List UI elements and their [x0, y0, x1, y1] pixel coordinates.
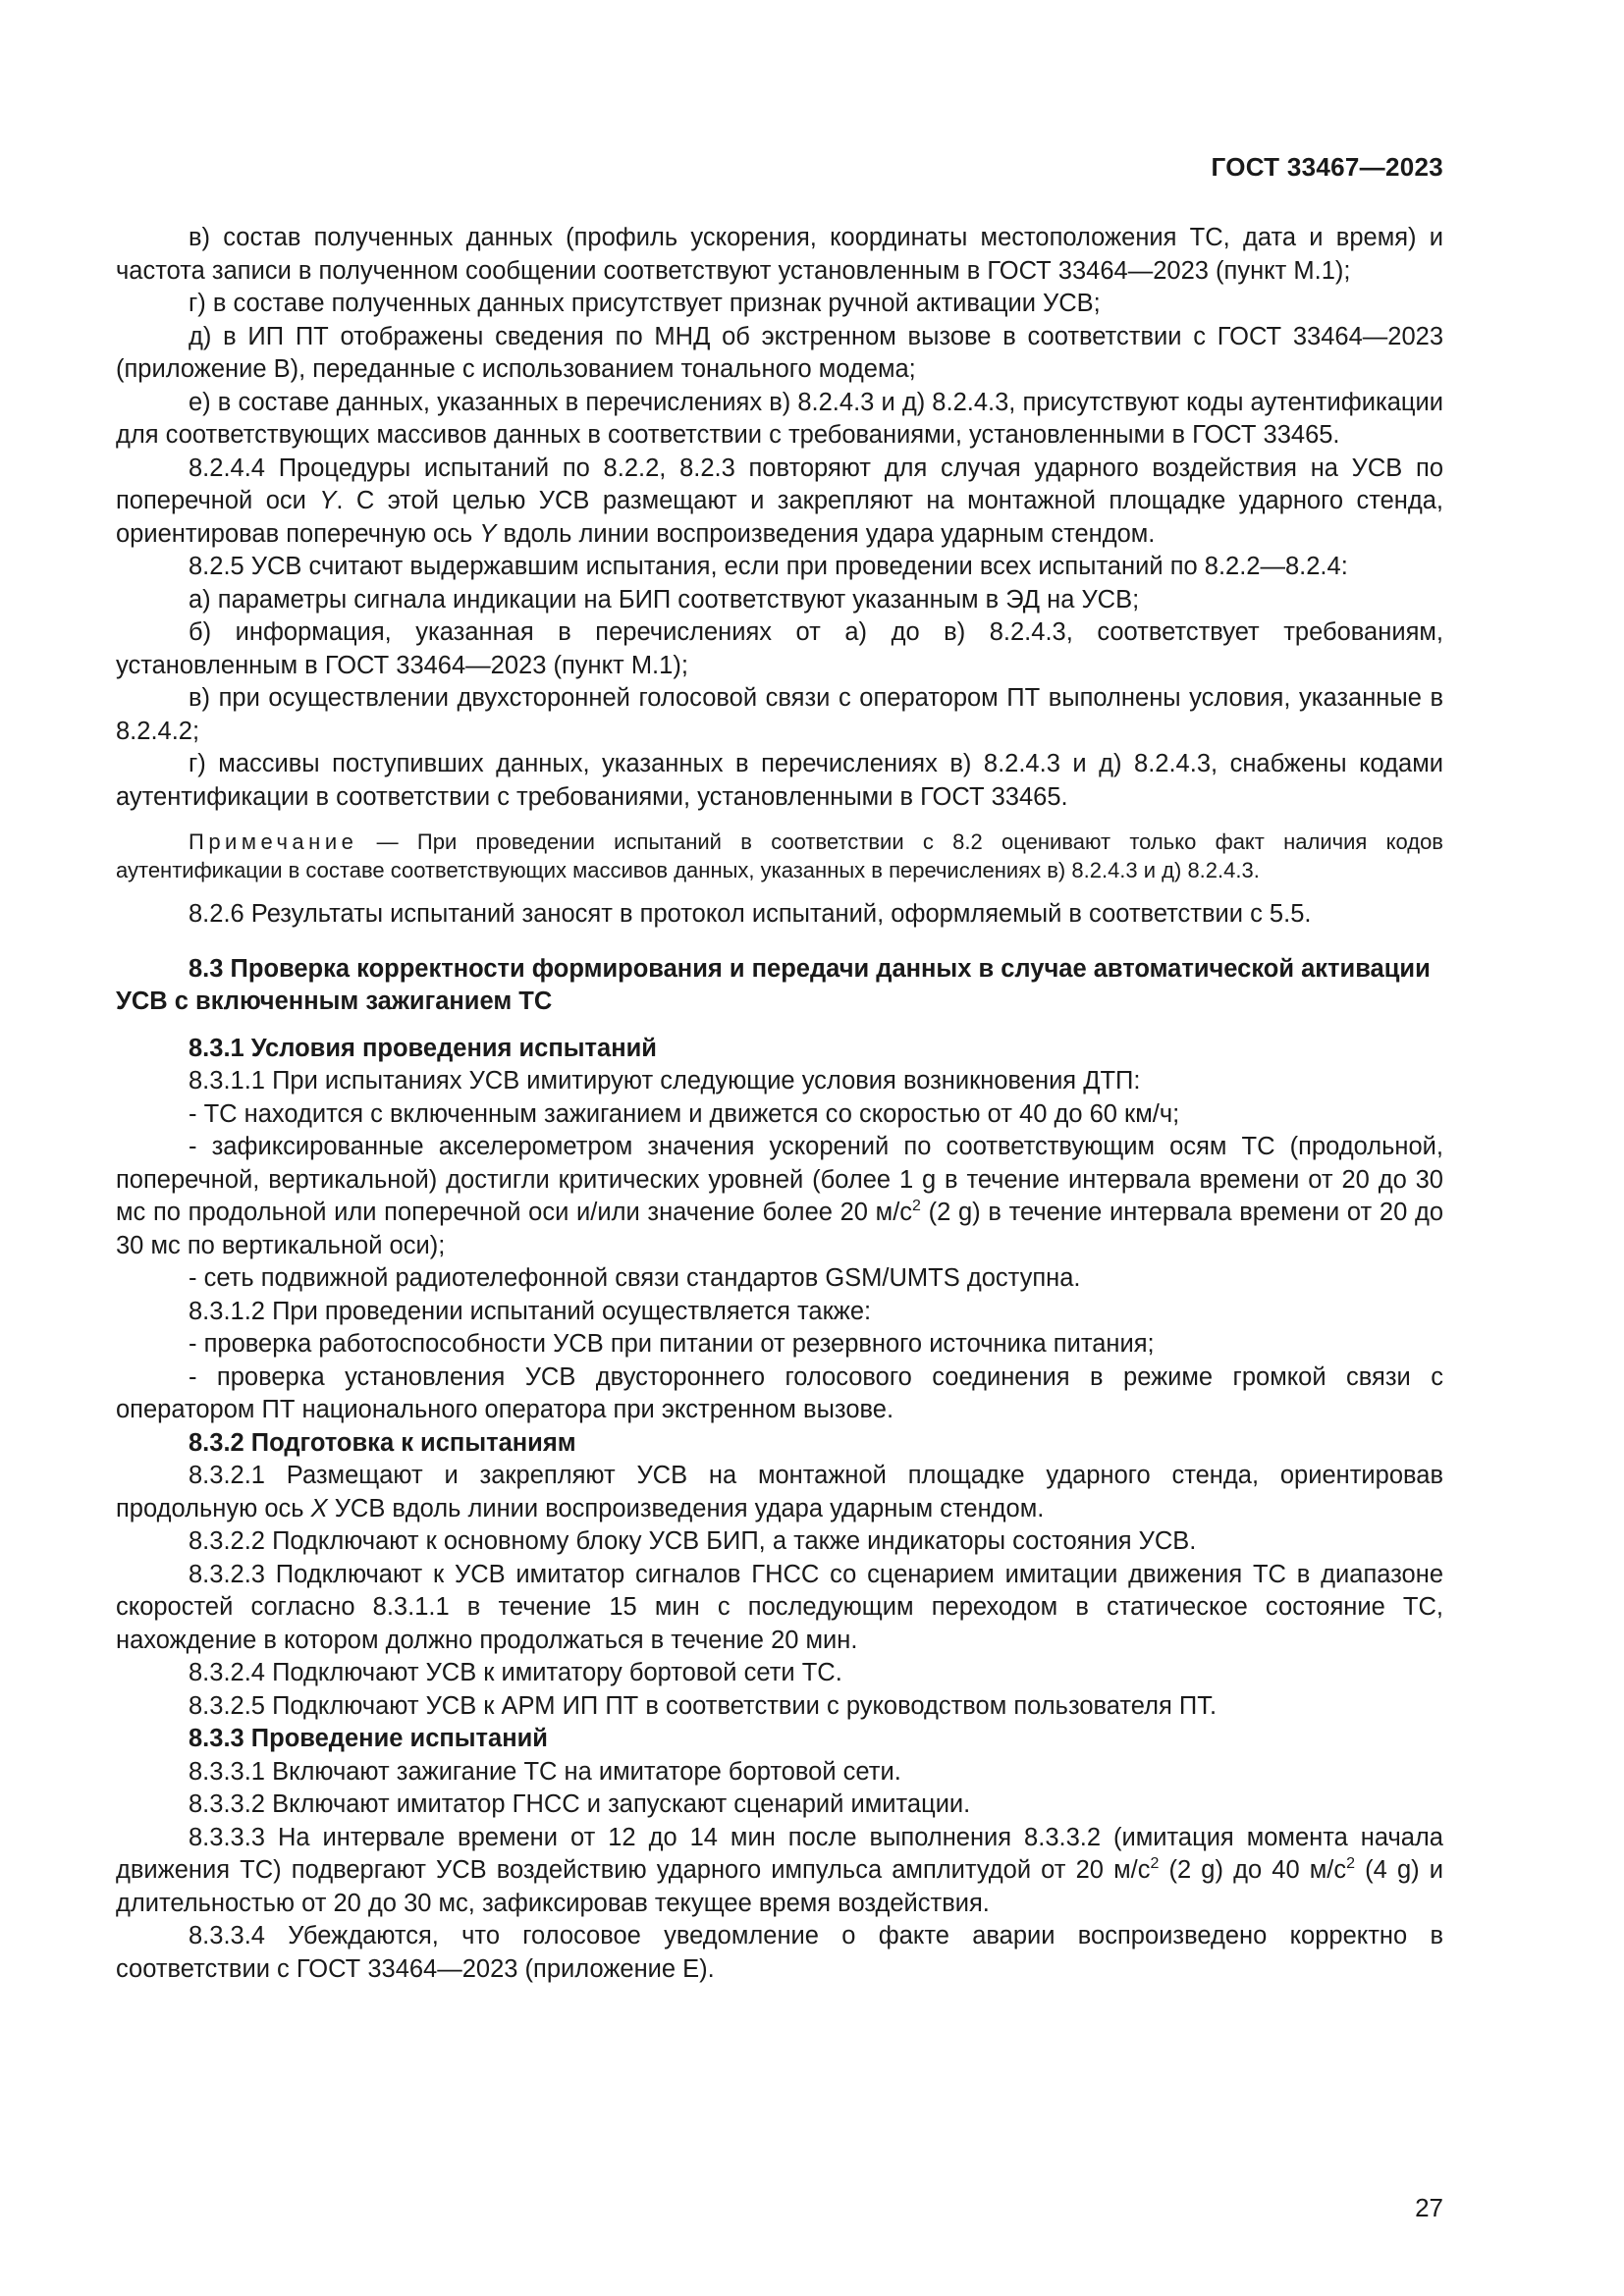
clause-text: (2 g) в течение интервала времени от 20 до 30 мс по вертикальной оси);: [116, 1199, 1444, 1259]
clause-8-3-2-2: 8.3.2.2 Подключают к основному блоку УСВ БИП, а также индикаторы состояния УСВ.: [189, 1527, 1197, 1555]
clause-8-3-1-1: 8.3.1.1 При испытаниях УСВ имитируют следующие условия возникновения ДТП:: [189, 1067, 1141, 1095]
list-item-v: в) состав полученных данных (профиль ускорения, координаты местоположения ТС, дата и время) и частота записи в полученном сообщении соответствуют установленным в ГОСТ 33464—2023 (пункт М.1);: [116, 224, 1443, 285]
clause-8-3-3-2: 8.3.3.2 Включают имитатор ГНСС и запускают сценарий имитации.: [189, 1790, 971, 1818]
axis-y-symbol: Y: [319, 487, 337, 514]
list-item-v: в) при осуществлении двухсторонней голосовой связи с оператором ПТ выполнены условия, указанные в 8.2.4.2;: [116, 684, 1443, 745]
clause-text: (2 g) до 40 м/с: [1159, 1856, 1347, 1884]
clause-text: 8.3.2.1 Размещают и закрепляют УСВ на монтажной площадке ударного стенда, ориентировав продольную ось: [116, 1462, 1443, 1522]
dash-item: - проверка работоспособности УСВ при питании от резервного источника питания;: [189, 1330, 1155, 1358]
clause-8-3-2-3: 8.3.2.3 Подключают к УСВ имитатор сигналов ГНСС со сценарием имитации движения ТС в диапазоне скоростей согласно 8.3.1.1 в течение 15 мин с последующим переходом в статическое состояние ТС, нахождение в котором должно продолжаться в течение 20 мин.: [116, 1560, 1443, 1654]
clause-text: вдоль линии воспроизведения удара ударным стендом.: [496, 519, 1156, 548]
clause-8-2-4-4: [116, 453, 1443, 552]
superscript: 2: [1150, 1855, 1160, 1872]
note-label: Примечание: [189, 829, 358, 854]
clause-8-3-3-3: [116, 1822, 1443, 1921]
list-item-g: г) в составе полученных данных присутствует признак ручной активации УСВ;: [189, 290, 1101, 317]
axis-y-symbol: Y: [479, 519, 497, 548]
dash-item: - сеть подвижной радиотелефонной связи стандартов GSM/UMTS доступна.: [189, 1264, 1081, 1292]
document-body: [116, 222, 1443, 1986]
list-item-d: д) в ИП ПТ отображены сведения по МНД об экстренном вызове в соответствии с ГОСТ 33464—2023 (приложение В), переданные с использованием тонального модема;: [116, 322, 1443, 383]
clause-8-3-3-1: 8.3.3.1 Включают зажигание ТС на имитаторе бортовой сети.: [189, 1757, 901, 1786]
note-text: — При проведении испытаний в соответствии с 8.2 оценивают только факт наличия кодов аутентификации в составе соответствующих массивов данных, указанных в перечислениях в) 8.2.4.3 и д) 8.2.4.3.: [116, 829, 1443, 882]
clause-8-2-5: 8.2.5 УСВ считают выдержавшим испытания, если при проведении всех испытаний по 8.2.2—8.2.4:: [189, 553, 1348, 580]
clause-text: (4 g) и длительностью от 20 до 30 мс, зафиксировав текущее время воздействия.: [116, 1856, 1443, 1917]
clause-8-3-1-2: 8.3.1.2 При проведении испытаний осуществляется также:: [189, 1297, 872, 1325]
clause-text: УСВ вдоль линии воспроизведения удара ударным стендом.: [327, 1494, 1045, 1522]
list-item-a: а) параметры сигнала индикации на БИП соответствуют указанным в ЭД на УСВ;: [189, 585, 1140, 614]
axis-x-symbol: X: [310, 1494, 328, 1522]
clause-text: - зафиксированные акселерометром значения ускорений по соответствующим осям ТС (продольной, поперечной, вертикальной) достигли критических уровней (более 1 g в течение интервала времени от 20 до 30 мс по продольной или поперечной оси и/или значение более 20 м/с: [116, 1133, 1443, 1226]
list-item-b: б) информация, указанная в перечислениях от а) до в) 8.2.4.3, соответствует требованиям, установленным в ГОСТ 33464—2023 (пункт М.1);: [116, 618, 1443, 679]
clause-text: 8.2.4.4 Процедуры испытаний по 8.2.2, 8.2.3 повторяют для случая ударного воздействия на УСВ по поперечной оси: [116, 454, 1443, 514]
dash-item: [116, 1131, 1443, 1262]
dash-item: - проверка установления УСВ двустороннего голосового соединения в режиме громкой связи с оператором ПТ национального оператора при экстренном вызове.: [116, 1362, 1443, 1423]
clause-8-2-6: 8.2.6 Результаты испытаний заносят в протокол испытаний, оформляемый в соответствии с 5.5.: [189, 900, 1312, 928]
clause-text: 8.3.3.3 На интервале времени от 12 до 14 мин после выполнения 8.3.3.2 (имитация момента начала движения ТС) подвергают УСВ воздействию ударного импульса амплитудой от 20 м/с: [116, 1823, 1443, 1884]
section-heading-8-3: 8.3 Проверка корректности формирования и передачи данных в случае автоматической активации УСВ с включенным зажиганием ТС: [116, 954, 1431, 1015]
dash-item: - ТС находится с включенным зажиганием и движется со скоростью от 40 до 60 км/ч;: [189, 1099, 1180, 1128]
superscript: 2: [912, 1198, 921, 1214]
clause-8-3-2-5: 8.3.2.5 Подключают УСВ к АРМ ИП ПТ в соответствии с руководством пользователя ПТ.: [189, 1691, 1218, 1720]
superscript: 2: [1346, 1855, 1356, 1872]
clause-8-3-2-1: [116, 1460, 1443, 1525]
clause-8-3-2-4: 8.3.2.4 Подключают УСВ к имитатору бортовой сети ТС.: [189, 1659, 842, 1686]
list-item-g: г) массивы поступивших данных, указанных в перечислениях в) 8.2.4.3 и д) 8.2.4.3, снабжены кодами аутентификации в соответствии с требованиями, установленными в ГОСТ 33465.: [116, 750, 1443, 811]
subsection-heading-8-3-2: 8.3.2 Подготовка к испытаниям: [189, 1428, 576, 1457]
clause-text: . С этой целью УСВ размещают и закрепляют на монтажной площадке ударного стенда, ориентировав поперечную ось: [116, 487, 1443, 548]
clause-8-3-3-4: 8.3.3.4 Убеждаются, что голосовое уведомление о факте аварии воспроизведено корректно в соответствии с ГОСТ 33464—2023 (приложение Е).: [116, 1922, 1443, 1983]
page-number: 27: [1415, 2193, 1443, 2222]
subsection-heading-8-3-1: 8.3.1 Условия проведения испытаний: [189, 1034, 657, 1062]
document-code-header: ГОСТ 33467—2023: [1211, 152, 1443, 182]
subsection-heading-8-3-3: 8.3.3 Проведение испытаний: [189, 1725, 548, 1752]
note-paragraph: [116, 828, 1443, 884]
list-item-e: е) в составе данных, указанных в перечислениях в) 8.2.4.3 и д) 8.2.4.3, присутствуют коды аутентификации для соответствующих массивов данных в соответствии с требованиями, установленными в ГОСТ 33465.: [116, 388, 1443, 449]
